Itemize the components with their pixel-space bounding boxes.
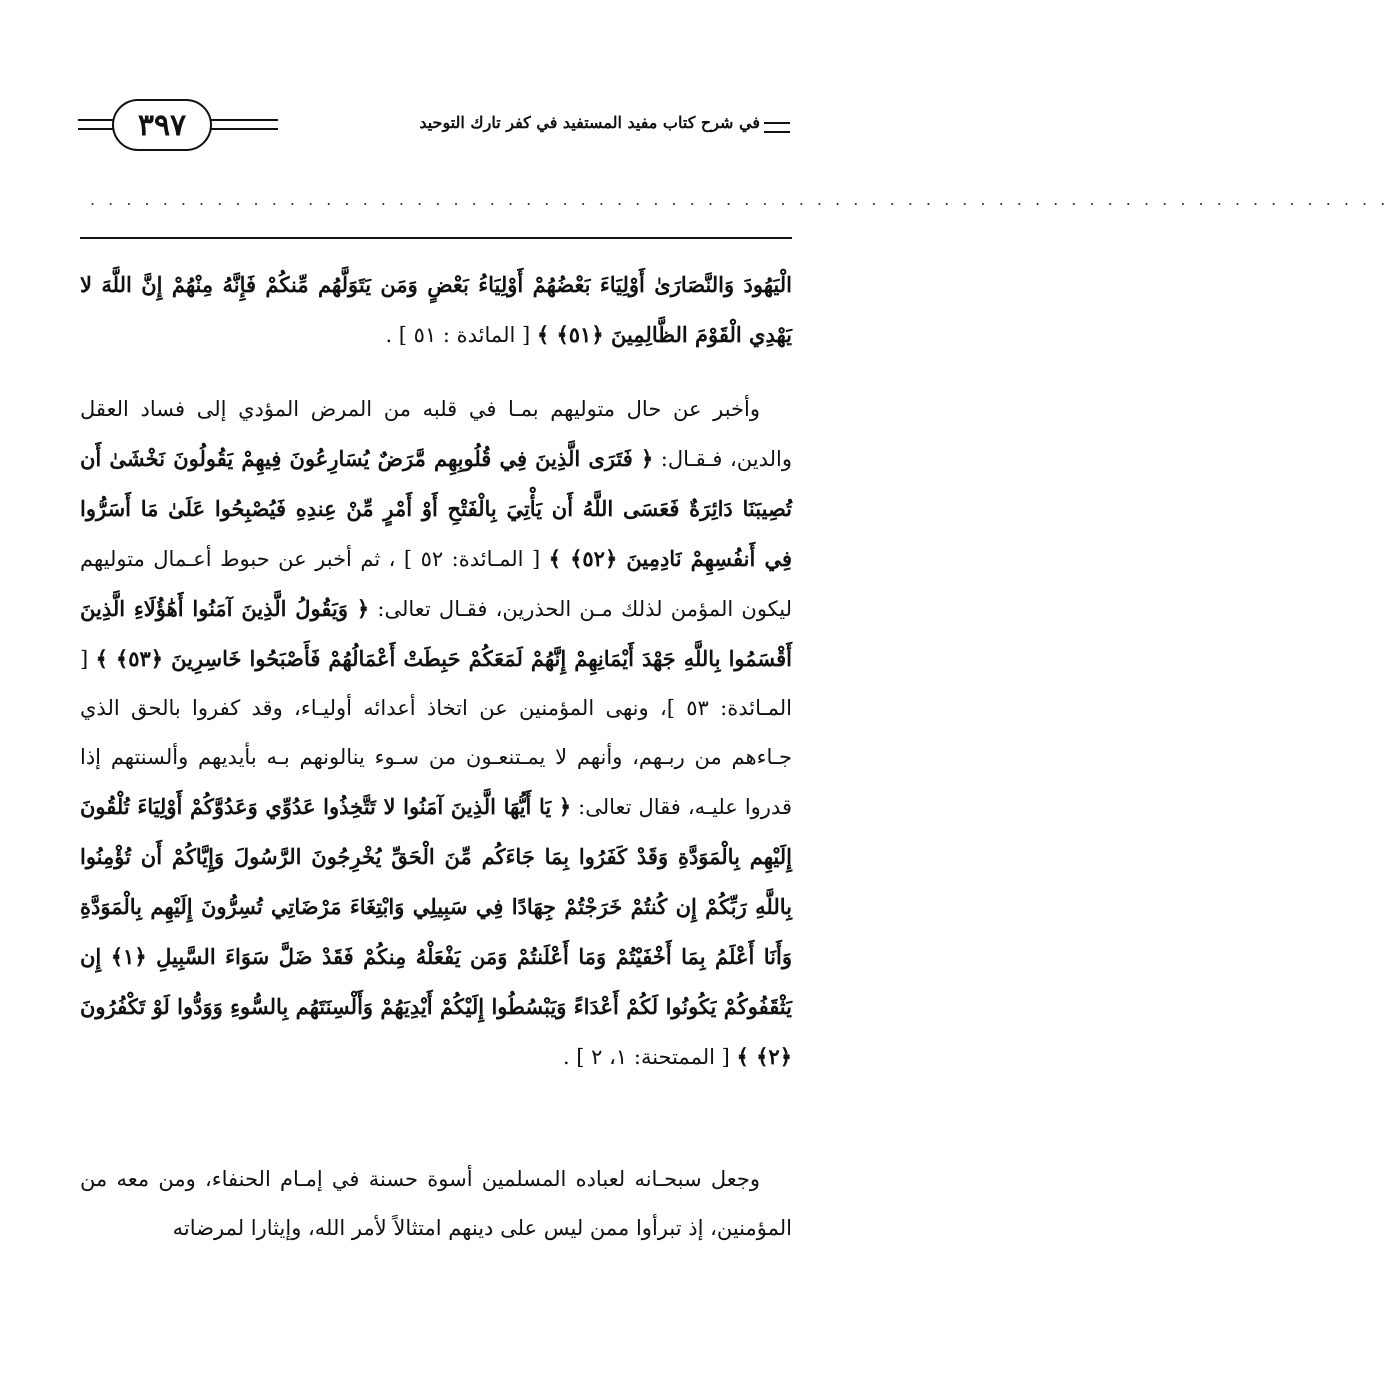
title-double-rule: [764, 122, 790, 133]
main-rule: [80, 237, 792, 239]
quran-verse: ﴿ وَيَقُولُ الَّذِينَ آمَنُوا أَهَٰؤُلَاءِ الَّذِينَ أَقْسَمُوا بِاللَّهِ جَهْدَ أَيْمَانِهِمْ إِنَّهُمْ لَمَعَكُمْ حَبِطَتْ أَعْمَالُهُمْ فَأَصْبَحُوا خَاسِرِينَ ﴿٥٣﴾ ﴾: [80, 596, 792, 671]
verse-reference: [ المائدة : ٥١ ] .: [385, 323, 531, 347]
body-text: [ المـائدة: ٥٣ ]، ونهى المؤمنين عن اتخاذ أعدائه أوليـاء، وقد كفروا بالحق الذي جـاءهم من ربـهم، وأنهم لا يمـتنعـون من سـوء ينالونهم بـه بأيديهم وألسنتهم إذا قدروا عليـه، فقال تعالى:: [80, 647, 792, 819]
verse-reference: [ الممتحنة: ١، ٢ ] .: [562, 1045, 737, 1069]
paragraph-closing: [80, 1155, 792, 1253]
dotted-separator: . . . . . . . . . . . . . . . . . . . . . . . . . . . . . . . . . . . . . . . . . . . . . . . . . . . . . . . . . . . . . . . . . . . . . . . .: [90, 190, 1389, 209]
quran-verse: ﴿ يَا أَيُّهَا الَّذِينَ آمَنُوا لا تَتَّخِذُوا عَدُوِّي وَعَدُوَّكُمْ أَوْلِيَاءَ تُلْقُونَ إِلَيْهِم بِالْمَوَدَّةِ وَقَدْ كَفَرُوا بِمَا جَاءَكُم مِّنَ الْحَقِّ يُخْرِجُونَ الرَّسُولَ وَإِيَّاكُمْ أَن تُؤْمِنُوا بِاللَّهِ رَبِّكُمْ إِن كُنتُمْ خَرَجْتُمْ جِهَادًا فِي سَبِيلِي وَابْتِغَاءَ مَرْضَاتِي تُسِرُّونَ إِلَيْهِم بِالْمَوَدَّةِ وَأَنَا أَعْلَمُ بِمَا أَخْفَيْتُمْ وَمَا أَعْلَنتُمْ وَمَن يَفْعَلْهُ مِنكُمْ فَقَدْ ضَلَّ سَوَاءَ السَّبِيلِ ﴿١﴾ إِن يَثْقَفُوكُمْ يَكُونُوا لَكُمْ أَعْدَاءً وَيَبْسُطُوا إِلَيْكُمْ أَيْدِيَهُمْ وَأَلْسِنَتَهُم بِالسُّوءِ وَوَدُّوا لَوْ تَكْفُرُونَ ﴿٢﴾ ﴾: [80, 794, 792, 1069]
quran-verse: الْيَهُودَ وَالنَّصَارَىٰ أَوْلِيَاءَ بَعْضُهُمْ أَوْلِيَاءُ بَعْضٍ وَمَن يَتَوَلَّهُم مِّنكُمْ فَإِنَّهُ مِنْهُمْ إِنَّ اللَّهَ لا يَهْدِي الْقَوْمَ الظَّالِمِينَ ﴿٥١﴾ ﴾: [80, 272, 792, 347]
paragraph-main: [80, 385, 792, 1082]
paragraph-verse-51: [80, 260, 792, 360]
page-number: ٣٩٧: [137, 107, 187, 143]
page-header: [78, 95, 790, 157]
quran-verse: ﴿ فَتَرَى الَّذِينَ فِي قُلُوبِهِم مَّرَضٌ يُسَارِعُونَ فِيهِمْ يَقُولُونَ نَخْشَىٰ أَن تُصِيبَنَا دَائِرَةٌ فَعَسَى اللَّهُ أَن يَأْتِيَ بِالْفَتْحِ أَوْ أَمْرٍ مِّنْ عِندِهِ فَيُصْبِحُوا عَلَىٰ مَا أَسَرُّوا فِي أَنفُسِهِمْ نَادِمِينَ ﴿٥٢﴾ ﴾: [80, 446, 792, 571]
body-text: وجعل سبحـانه لعباده المسلمين أسوة حسنة في إمـام الحنفاء، ومن معه من المؤمنين، إذ تبرأوا ممن ليس على دينهم امتثالاً لأمر الله، وإيثارا لمرضاته: [80, 1167, 792, 1240]
body-text: وأخبر عن حال متوليهم بمـا في قلبه من المرض المؤدي إلى فساد العقل والدين، فـقـال:: [80, 397, 792, 471]
page-number-badge: [112, 99, 212, 151]
body-text: [ المـائدة: ٥٢ ] ، ثم أخبر عن حبوط أعـمال متوليهم ليكون المؤمن لذلك مـن الحذرين، فقـال تعالى:: [80, 547, 792, 621]
badge-right-rule: [206, 119, 278, 130]
running-title: في شرح كتاب مفيد المستفيد في كفر تارك التوحيد: [419, 113, 760, 132]
